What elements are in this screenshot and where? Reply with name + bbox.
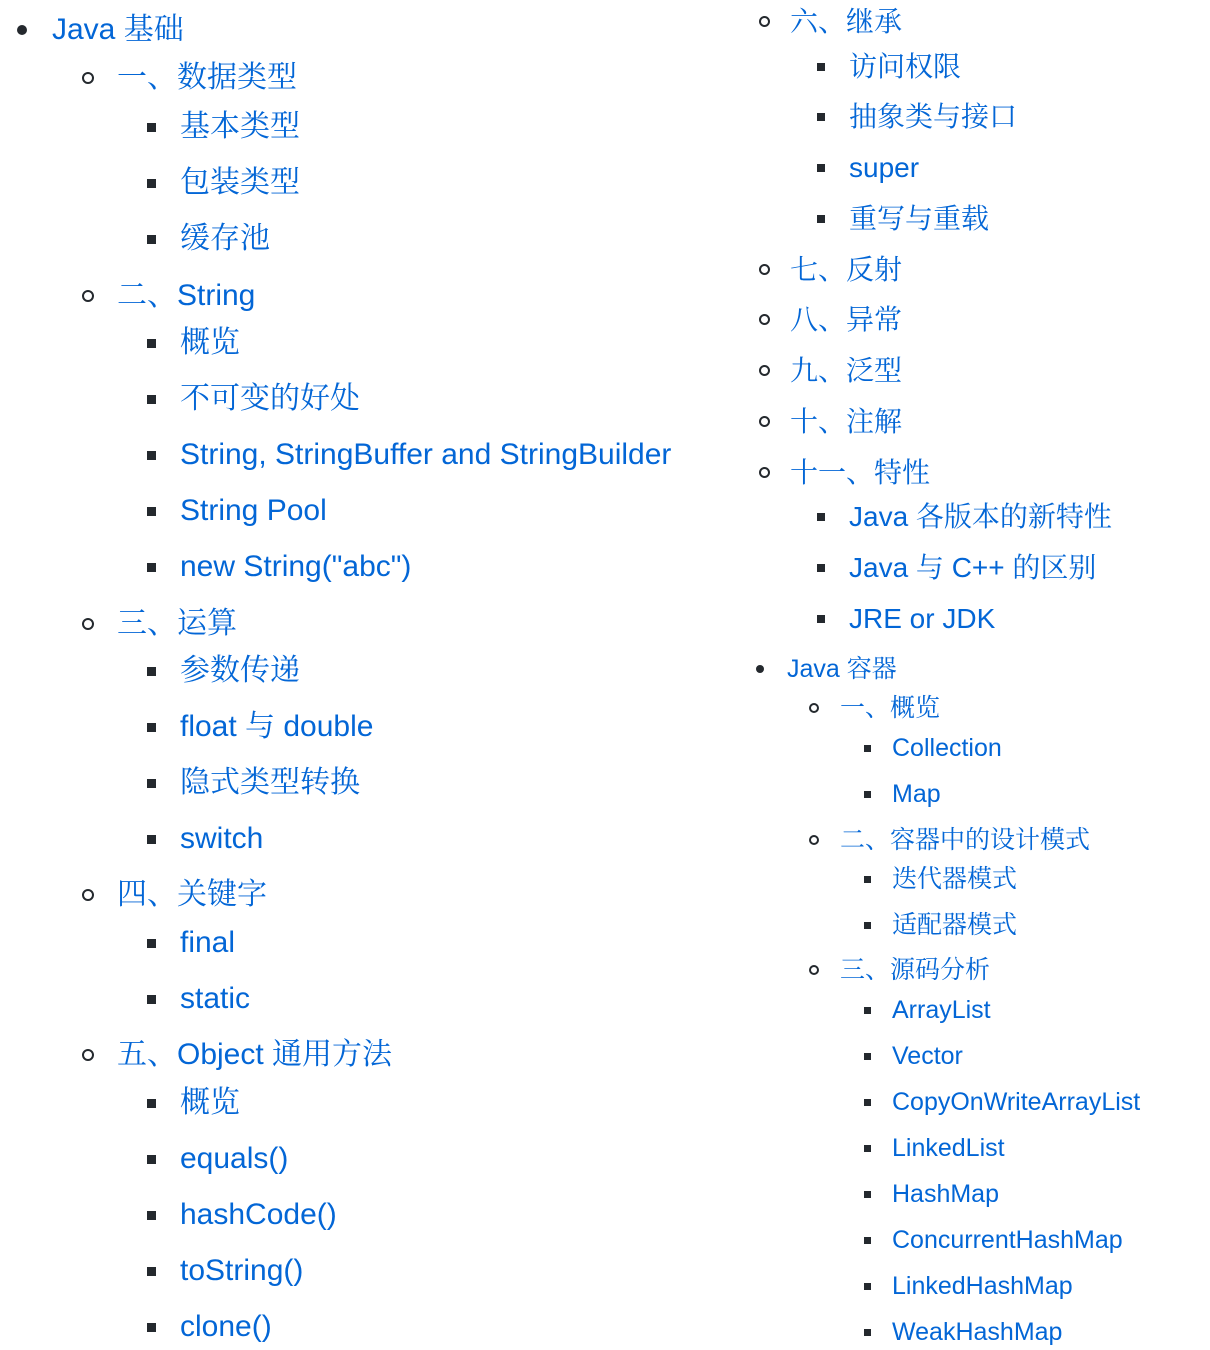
toc-subsection-item-link[interactable]: final bbox=[180, 926, 236, 959]
square-bullet bbox=[864, 791, 871, 798]
toc-section-item bbox=[0, 1037, 740, 1073]
square-bullet bbox=[817, 564, 825, 572]
toc-subsection-item-link[interactable]: 缓存池 bbox=[180, 222, 270, 255]
square-bullet bbox=[864, 1283, 871, 1290]
toc-subsection-item bbox=[740, 910, 1210, 940]
square-bullet bbox=[817, 513, 825, 521]
toc-subsection-item bbox=[0, 109, 740, 145]
toc-subsection-item-link[interactable]: super bbox=[849, 152, 920, 184]
square-bullet bbox=[147, 723, 156, 732]
toc-subsection-item-link[interactable]: 隐式类型转换 bbox=[180, 766, 360, 799]
toc-section-item bbox=[740, 253, 1210, 287]
circle-bullet bbox=[809, 835, 819, 845]
toc-subsection-item bbox=[0, 653, 740, 689]
toc-subsection-item-link[interactable]: ArrayList bbox=[892, 996, 991, 1024]
toc-subsection-item bbox=[0, 981, 740, 1017]
circle-bullet bbox=[759, 264, 770, 275]
toc-section-item bbox=[0, 60, 740, 96]
square-bullet bbox=[147, 1323, 156, 1332]
toc-subsection-item bbox=[0, 1197, 740, 1233]
toc-subsection-item bbox=[740, 1133, 1210, 1163]
toc-section-item-link[interactable]: 一、概览 bbox=[840, 694, 941, 722]
circle-bullet bbox=[82, 1049, 94, 1061]
toc-subsection-item bbox=[0, 325, 740, 361]
toc-subsection-item-link[interactable]: toString() bbox=[180, 1254, 304, 1287]
square-bullet bbox=[147, 395, 156, 404]
toc-subsection-item bbox=[740, 1179, 1210, 1209]
toc-section-item-link[interactable]: 六、继承 bbox=[790, 6, 903, 38]
toc-subsection-item bbox=[740, 151, 1210, 185]
toc-subsection-item-link[interactable]: new String("abc") bbox=[180, 550, 412, 583]
toc-section-item-link[interactable]: 一、数据类型 bbox=[117, 61, 297, 94]
disc-bullet bbox=[756, 665, 764, 673]
toc-subsection-item bbox=[740, 1317, 1210, 1347]
square-bullet bbox=[864, 1191, 871, 1198]
toc-top-level-item-link[interactable]: Java 基础 bbox=[52, 13, 184, 46]
toc-top-level-item bbox=[740, 654, 1210, 684]
square-bullet bbox=[147, 667, 156, 676]
square-bullet bbox=[147, 451, 156, 460]
toc-subsection-item-link[interactable]: float 与 double bbox=[180, 710, 374, 743]
toc-subsection-item bbox=[0, 1309, 740, 1345]
toc-subsection-item bbox=[740, 1041, 1210, 1071]
square-bullet bbox=[864, 745, 871, 752]
toc-section-item bbox=[740, 5, 1210, 39]
circle-bullet bbox=[809, 703, 819, 713]
toc-section-item-link[interactable]: 七、反射 bbox=[790, 254, 903, 286]
circle-bullet bbox=[759, 314, 770, 325]
toc-section-item-link[interactable]: 四、关键字 bbox=[117, 878, 267, 911]
toc-subsection-item-link[interactable]: 包装类型 bbox=[180, 166, 300, 199]
circle-bullet bbox=[809, 965, 819, 975]
square-bullet bbox=[864, 1007, 871, 1014]
toc-subsection-item bbox=[0, 381, 740, 417]
toc-subsection-item bbox=[740, 1087, 1210, 1117]
toc-subsection-item bbox=[740, 551, 1210, 585]
square-bullet bbox=[864, 1237, 871, 1244]
toc-subsection-item-link[interactable]: 重写与重载 bbox=[849, 203, 990, 235]
toc-subsection-item-link[interactable]: LinkedHashMap bbox=[892, 1272, 1073, 1300]
square-bullet bbox=[147, 563, 156, 572]
toc-subsection-item bbox=[740, 500, 1210, 534]
toc-section-item-link[interactable]: 三、运算 bbox=[117, 607, 237, 640]
square-bullet bbox=[147, 1099, 156, 1108]
toc-subsection-item bbox=[740, 995, 1210, 1025]
toc-section-item bbox=[740, 303, 1210, 337]
toc-subsection-item-link[interactable]: clone() bbox=[180, 1310, 272, 1343]
toc-section-item bbox=[740, 955, 1210, 985]
toc-subsection-item bbox=[0, 493, 740, 529]
toc-subsection-item-link[interactable]: static bbox=[180, 982, 251, 1015]
square-bullet bbox=[817, 113, 825, 121]
square-bullet bbox=[864, 1145, 871, 1152]
square-bullet bbox=[817, 164, 825, 172]
square-bullet bbox=[864, 1053, 871, 1060]
toc-subsection-item bbox=[0, 165, 740, 201]
circle-bullet bbox=[82, 290, 94, 302]
toc-subsection-item bbox=[740, 864, 1210, 894]
toc-subsection-item bbox=[0, 765, 740, 801]
toc-subsection-item bbox=[0, 1253, 740, 1289]
toc-section-item bbox=[0, 278, 740, 314]
toc-subsection-item-link[interactable]: 概览 bbox=[180, 326, 240, 359]
toc-subsection-item bbox=[740, 779, 1210, 809]
toc-subsection-item bbox=[740, 50, 1210, 84]
toc-section-item-link[interactable]: 二、String bbox=[117, 279, 256, 312]
toc-subsection-item bbox=[0, 1141, 740, 1177]
toc-subsection-item bbox=[740, 1271, 1210, 1301]
square-bullet bbox=[147, 835, 156, 844]
toc-subsection-item-link[interactable]: LinkedList bbox=[892, 1134, 1005, 1162]
toc-subsection-item-link[interactable]: Map bbox=[892, 780, 941, 808]
circle-bullet bbox=[759, 365, 770, 376]
toc-subsection-item bbox=[0, 925, 740, 961]
toc-section-item-link[interactable]: 九、泛型 bbox=[790, 355, 903, 387]
toc-section-item bbox=[740, 456, 1210, 490]
square-bullet bbox=[147, 1155, 156, 1164]
square-bullet bbox=[147, 995, 156, 1004]
toc-section-item bbox=[740, 405, 1210, 439]
toc-subsection-item-link[interactable]: hashCode() bbox=[180, 1198, 337, 1231]
toc-subsection-item-link[interactable]: 迭代器模式 bbox=[892, 865, 1018, 893]
square-bullet bbox=[147, 939, 156, 948]
toc-subsection-item-link[interactable]: 基本类型 bbox=[180, 110, 300, 143]
toc-section-item-link[interactable]: 二、容器中的设计模式 bbox=[840, 826, 1091, 854]
toc-subsection-item bbox=[0, 437, 740, 473]
toc-subsection-item bbox=[0, 821, 740, 857]
toc-subsection-item-link[interactable]: ConcurrentHashMap bbox=[892, 1226, 1123, 1254]
toc-subsection-item bbox=[0, 549, 740, 585]
toc-subsection-item-link[interactable]: 参数传递 bbox=[180, 654, 300, 687]
square-bullet bbox=[147, 339, 156, 348]
square-bullet bbox=[817, 63, 825, 71]
square-bullet bbox=[864, 1329, 871, 1336]
toc-subsection-item-link[interactable]: String, StringBuffer and StringBuilder bbox=[180, 438, 672, 471]
square-bullet bbox=[147, 179, 156, 188]
circle-bullet bbox=[82, 72, 94, 84]
toc-section-item bbox=[740, 354, 1210, 388]
circle-bullet bbox=[82, 889, 94, 901]
toc-section-item bbox=[0, 877, 740, 913]
toc-subsection-item-link[interactable]: Vector bbox=[892, 1042, 963, 1070]
toc-subsection-item bbox=[740, 733, 1210, 763]
circle-bullet bbox=[759, 416, 770, 427]
toc-section-item bbox=[740, 693, 1210, 723]
circle-bullet bbox=[759, 467, 770, 478]
toc-subsection-item-link[interactable]: Collection bbox=[892, 734, 1002, 762]
square-bullet bbox=[147, 779, 156, 788]
toc-subsection-item-link[interactable]: 访问权限 bbox=[849, 51, 962, 83]
toc-subsection-item-link[interactable]: equals() bbox=[180, 1142, 289, 1175]
square-bullet bbox=[147, 235, 156, 244]
toc-section-item-link[interactable]: 八、异常 bbox=[790, 304, 903, 336]
toc-subsection-item bbox=[740, 202, 1210, 236]
toc-subsection-item bbox=[0, 1085, 740, 1121]
circle-bullet bbox=[82, 618, 94, 630]
toc-top-level-item bbox=[0, 12, 740, 48]
toc-subsection-item-link[interactable]: 不可变的好处 bbox=[180, 382, 360, 415]
square-bullet bbox=[864, 876, 871, 883]
toc-subsection-item bbox=[740, 100, 1210, 134]
toc-subsection-item-link[interactable]: 抽象类与接口 bbox=[849, 101, 1018, 133]
disc-bullet bbox=[17, 25, 27, 35]
toc-subsection-item-link[interactable]: Java 各版本的新特性 bbox=[849, 501, 1112, 533]
toc-section-item-link[interactable]: 三、源码分析 bbox=[840, 956, 991, 984]
toc-subsection-item-link[interactable]: JRE or JDK bbox=[849, 603, 996, 635]
toc-subsection-item bbox=[0, 221, 740, 257]
toc-section-item bbox=[740, 825, 1210, 855]
toc-subsection-item-link[interactable]: 适配器模式 bbox=[892, 911, 1018, 939]
toc-section-item bbox=[0, 606, 740, 642]
toc-subsection-item bbox=[740, 602, 1210, 636]
toc-subsection-item-link[interactable]: CopyOnWriteArrayList bbox=[892, 1088, 1141, 1116]
toc-subsection-item bbox=[740, 1225, 1210, 1255]
toc-subsection-item bbox=[0, 709, 740, 745]
toc-section-item-link[interactable]: 五、Object 通用方法 bbox=[117, 1038, 393, 1071]
toc-subsection-item-link[interactable]: switch bbox=[180, 822, 264, 855]
toc-section-item-link[interactable]: 十、注解 bbox=[790, 406, 903, 438]
toc-section-item-link[interactable]: 十一、特性 bbox=[790, 457, 931, 489]
square-bullet bbox=[147, 507, 156, 516]
circle-bullet bbox=[759, 16, 770, 27]
toc-top-level-item-link[interactable]: Java 容器 bbox=[787, 655, 897, 683]
square-bullet bbox=[864, 922, 871, 929]
square-bullet bbox=[817, 215, 825, 223]
square-bullet bbox=[147, 1211, 156, 1220]
toc-subsection-item-link[interactable]: WeakHashMap bbox=[892, 1318, 1063, 1346]
square-bullet bbox=[864, 1099, 871, 1106]
toc-subsection-item-link[interactable]: 概览 bbox=[180, 1086, 240, 1119]
toc-subsection-item-link[interactable]: Java 与 C++ 的区别 bbox=[849, 552, 1097, 584]
toc-subsection-item-link[interactable]: HashMap bbox=[892, 1180, 999, 1208]
square-bullet bbox=[147, 123, 156, 132]
square-bullet bbox=[147, 1267, 156, 1276]
square-bullet bbox=[817, 615, 825, 623]
toc-subsection-item-link[interactable]: String Pool bbox=[180, 494, 327, 527]
